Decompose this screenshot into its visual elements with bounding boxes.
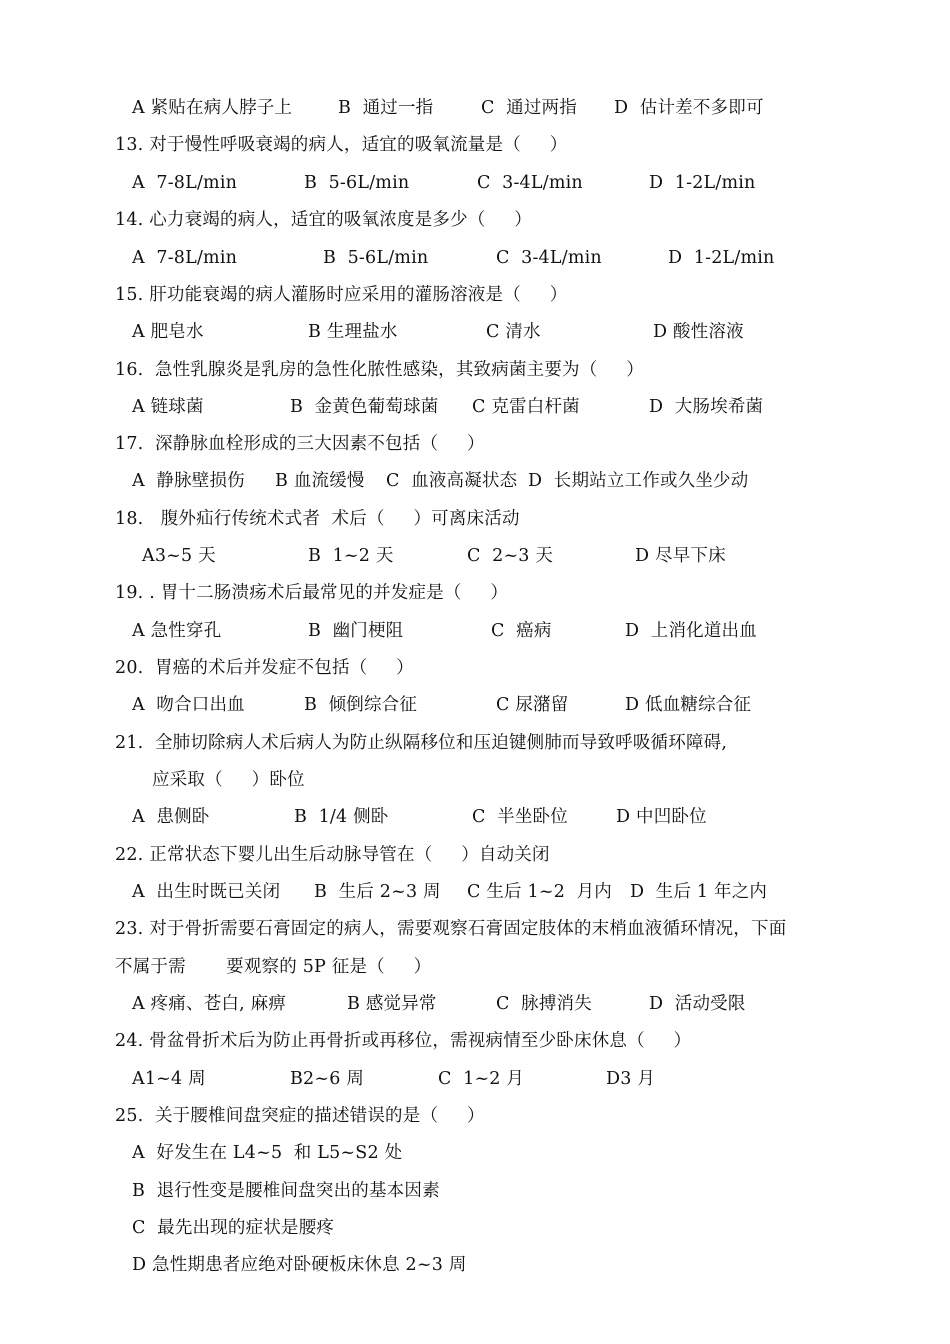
option-17a: A 静脉壁损伤 (132, 471, 245, 491)
option-25a: A 好发生在 L4~5 和 L5~S2 处 (132, 1143, 403, 1163)
option-24c: C 1~2 月 (438, 1069, 525, 1089)
option-14d: D 1-2L/min (668, 248, 775, 268)
option-19c: C 癌病 (491, 621, 552, 641)
option-17c: C 血液高凝状态 (386, 471, 518, 491)
option-15b: B 生理盐水 (308, 322, 398, 342)
option-17b: B 血流缓慢 (275, 471, 365, 491)
option-21d: D 中凹卧位 (616, 807, 707, 827)
question-17: 17. 深静脉血栓形成的三大因素不包括（ ） (115, 434, 485, 454)
option-21a: A 患侧卧 (132, 807, 210, 827)
question-23-continuation: 不属于需 要观察的 5P 征是（ ） (115, 957, 432, 977)
option-16d: D 大肠埃希菌 (649, 397, 764, 417)
option-12d: D 估计差不多即可 (614, 98, 764, 118)
option-23d: D 活动受限 (649, 994, 746, 1014)
option-19b: B 幽门梗阻 (308, 621, 404, 641)
option-24d: D3 月 (606, 1069, 656, 1089)
option-12a: A 紧贴在病人脖子上 (132, 98, 293, 118)
option-23b: B 感觉异常 (347, 994, 437, 1014)
question-20: 20. 胃癌的术后并发症不包括（ ） (115, 658, 414, 678)
option-16a: A 链球菌 (132, 397, 204, 417)
option-12b: B 通过一指 (338, 98, 434, 118)
option-18b: B 1~2 天 (308, 546, 394, 566)
option-13a: A 7-8L/min (132, 173, 238, 193)
option-20c: C 尿潴留 (496, 695, 569, 715)
question-21-continuation: 应采取（ ）卧位 (152, 770, 305, 790)
option-25d: D 急性期患者应绝对卧硬板床休息 2~3 周 (132, 1255, 467, 1275)
option-20b: B 倾倒综合征 (304, 695, 418, 715)
question-19: 19. . 胃十二肠溃疡术后最常见的并发症是（ ） (115, 583, 509, 603)
option-23c: C 脉搏消失 (496, 994, 592, 1014)
option-22d: D 生后 1 年之内 (630, 882, 768, 902)
option-18a: A3~5 天 (142, 546, 216, 566)
question-16: 16. 急性乳腺炎是乳房的急性化脓性感染，其致病菌主要为（ ） (115, 360, 644, 380)
question-24: 24. 骨盆骨折术后为防止再骨折或再移位，需视病情至少卧床休息（ ） (115, 1031, 692, 1051)
option-22c: C 生后 1~2 月内 (467, 882, 612, 902)
option-17d: D 长期站立工作或久坐少动 (528, 471, 749, 491)
option-14b: B 5-6L/min (323, 248, 429, 268)
option-16c: C 克雷白杆菌 (472, 397, 580, 417)
question-15: 15. 肝功能衰竭的病人灌肠时应采用的灌肠溶液是（ ） (115, 285, 568, 305)
option-12c: C 通过两指 (481, 98, 577, 118)
option-20d: D 低血糖综合征 (625, 695, 752, 715)
option-13b: B 5-6L/min (304, 173, 410, 193)
question-13: 13. 对于慢性呼吸衰竭的病人，适宜的吸氧流量是（ ） (115, 135, 568, 155)
question-23: 23. 对于骨折需要石膏固定的病人，需要观察石膏固定肢体的末梢血液循环情况，下面 (115, 919, 787, 939)
option-23a: A 疼痛、苍白, 麻痹 (132, 994, 287, 1014)
option-18c: C 2~3 天 (467, 546, 554, 566)
option-14c: C 3-4L/min (496, 248, 602, 268)
option-25b: B 退行性变是腰椎间盘突出的基本因素 (132, 1181, 440, 1201)
option-19a: A 急性穿孔 (132, 621, 222, 641)
question-25: 25. 关于腰椎间盘突症的描述错误的是（ ） (115, 1106, 485, 1126)
option-14a: A 7-8L/min (132, 248, 238, 268)
option-25c: C 最先出现的症状是腰疼 (132, 1218, 335, 1238)
option-22a: A 出生时既已关闭 (132, 882, 281, 902)
option-21b: B 1/4 侧卧 (294, 807, 389, 827)
question-21: 21. 全肺切除病人术后病人为防止纵隔移位和压迫键侧肺而导致呼吸循环障碍, (115, 733, 728, 753)
option-18d: D 尽早下床 (635, 546, 726, 566)
option-21c: C 半坐卧位 (472, 807, 568, 827)
option-13c: C 3-4L/min (477, 173, 583, 193)
question-14: 14. 心力衰竭的病人，适宜的吸氧浓度是多少（ ） (115, 210, 533, 230)
option-19d: D 上消化道出血 (625, 621, 757, 641)
option-24b: B2~6 周 (290, 1069, 365, 1089)
option-13d: D 1-2L/min (649, 173, 756, 193)
question-18: 18. 腹外疝行传统术式者 术后（ ）可离床活动 (115, 509, 520, 529)
option-15a: A 肥皂水 (132, 322, 204, 342)
option-24a: A1~4 周 (132, 1069, 206, 1089)
option-20a: A 吻合口出血 (132, 695, 245, 715)
option-15c: C 清水 (486, 322, 541, 342)
question-22: 22. 正常状态下婴儿出生后动脉导管在（ ）自动关闭 (115, 845, 550, 865)
option-22b: B 生后 2~3 周 (314, 882, 441, 902)
option-16b: B 金黄色葡萄球菌 (290, 397, 439, 417)
option-15d: D 酸性溶液 (653, 322, 744, 342)
